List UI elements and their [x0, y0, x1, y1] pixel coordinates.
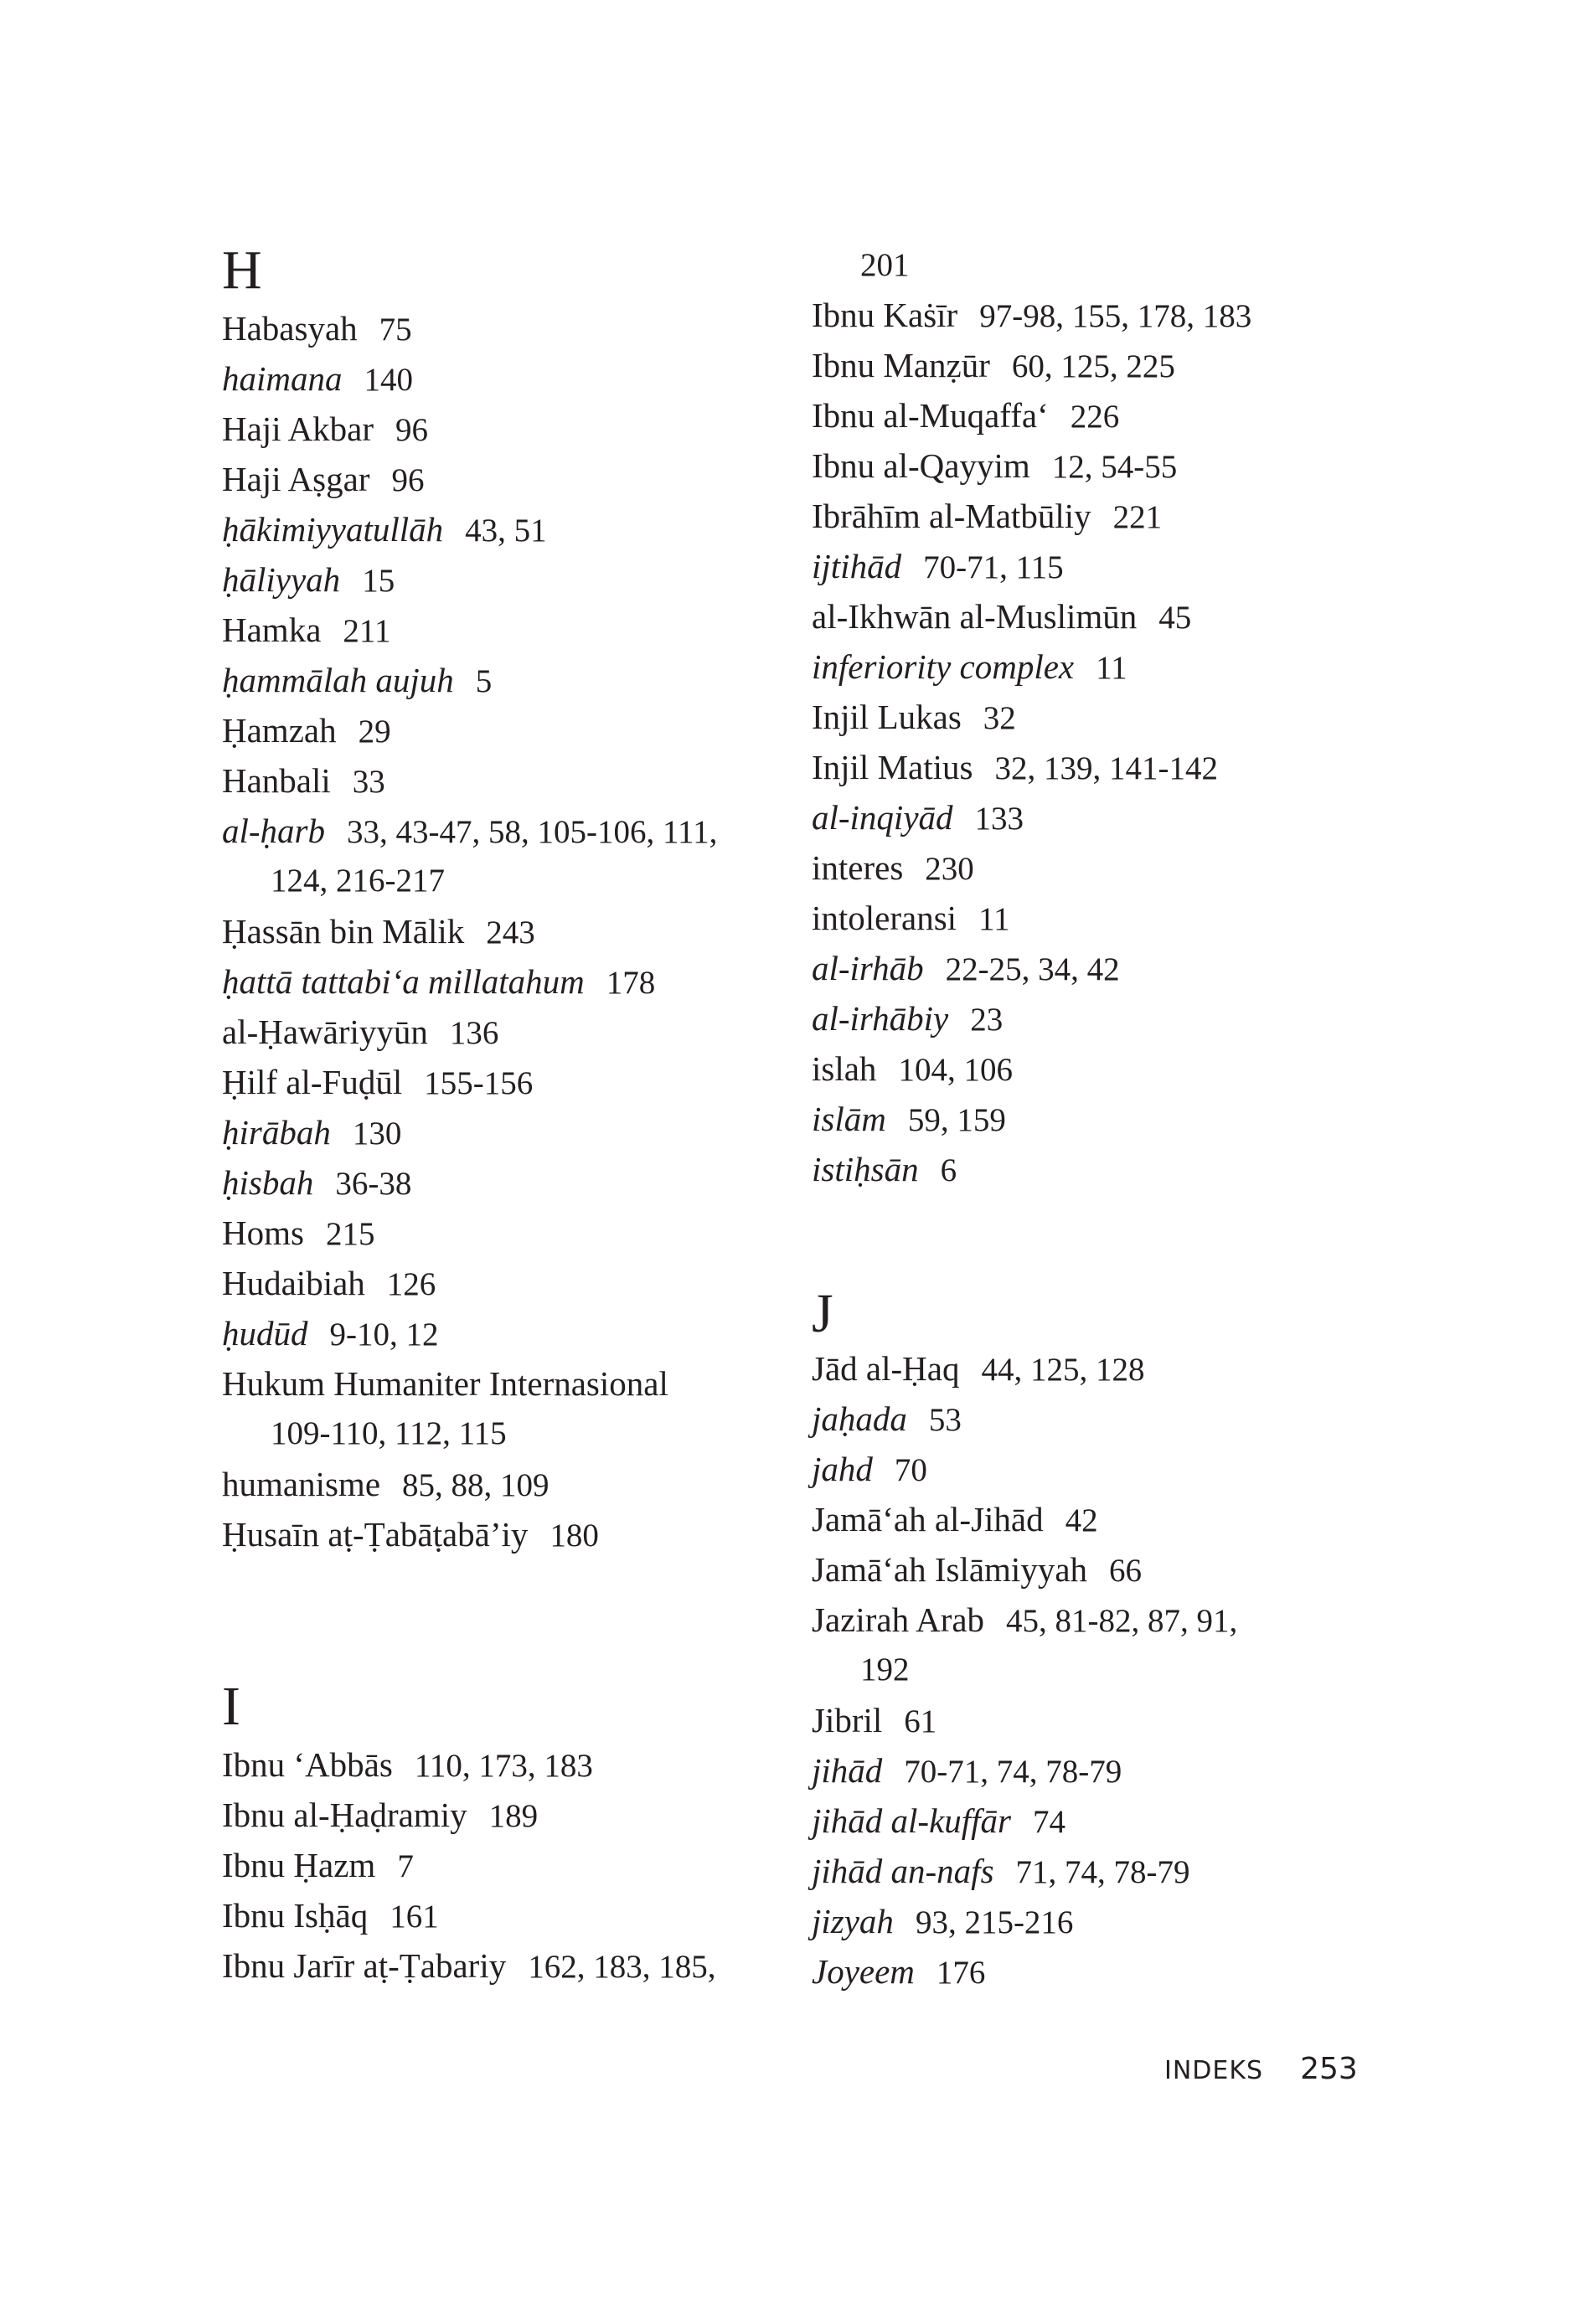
page-references: 11 — [978, 901, 1010, 937]
index-term: jihād an-nafs — [812, 1852, 994, 1890]
index-entry — [812, 591, 1191, 643]
page-references: 104, 106 — [898, 1052, 1013, 1088]
index-entry — [222, 1739, 593, 1791]
index-entry — [222, 353, 413, 405]
index-term: al-Ḥawāriyyūn — [222, 1013, 428, 1051]
index-entry — [812, 1343, 1144, 1395]
index-term: Ḥilf al-Fuḍūl — [222, 1063, 403, 1101]
index-entry — [812, 441, 1177, 492]
index-entry — [222, 806, 717, 858]
index-entry — [222, 1459, 549, 1511]
index-entry — [812, 1796, 1065, 1847]
index-term: haimana — [222, 359, 343, 398]
index-entry — [812, 993, 1003, 1045]
index-term: ḥākimiyyatullāh — [222, 510, 444, 549]
index-entry — [812, 1043, 1013, 1095]
index-term: jahd — [812, 1450, 873, 1488]
page-references: 6 — [940, 1152, 957, 1188]
index-entry — [812, 340, 1175, 392]
page-references: 176 — [936, 1955, 986, 1991]
index-term: inferiority complex — [812, 647, 1075, 686]
index-entry — [812, 1394, 962, 1445]
page-references: 11 — [1096, 650, 1127, 686]
index-term: Jazirah Arab — [812, 1600, 985, 1639]
index-term: Ibnu al-Qayyim — [812, 446, 1030, 485]
index-entry — [812, 1695, 936, 1747]
index-term: Ibrāhīm al-Matbūliy — [812, 497, 1091, 535]
letter-heading-h: H — [222, 240, 262, 301]
index-term: al-Ikhwān al-Muslimūn — [812, 597, 1138, 636]
index-term: ḥudūd — [222, 1314, 308, 1353]
page-references: 22-25, 34, 42 — [945, 951, 1120, 987]
index-entry — [812, 491, 1162, 543]
index-term: istiḥsān — [812, 1150, 919, 1188]
index-term: al-ḥarb — [222, 812, 325, 850]
page-footer — [1164, 2052, 1358, 2086]
page-references: 15 — [362, 563, 395, 599]
index-term: Ḥusaīn aṭ-Ṭabāṭabā’iy — [222, 1515, 529, 1554]
index-term: Ibnu Kaṡīr — [812, 296, 958, 334]
index-entry — [812, 843, 974, 894]
page-references: 12, 54-55 — [1051, 449, 1178, 485]
index-entry — [222, 303, 412, 355]
page-references: 178 — [606, 965, 656, 1001]
index-term: Jamā‘ah al-Jihād — [812, 1500, 1044, 1538]
index-term: al-irhāb — [812, 949, 924, 987]
page-references: 140 — [364, 362, 413, 398]
index-entry — [222, 1208, 374, 1260]
index-entry — [222, 906, 535, 958]
index-entry — [222, 705, 391, 757]
index-entry — [812, 943, 1120, 995]
index-entry — [812, 893, 1010, 945]
page-references: 45 — [1158, 600, 1192, 636]
index-term: ijtihād — [812, 547, 902, 585]
index-entry — [222, 1890, 439, 1942]
page-references: 215 — [325, 1216, 375, 1252]
index-entry — [222, 1840, 414, 1892]
continuation-line: 201 — [860, 247, 910, 283]
index-term: Ibnu Manẓūr — [812, 346, 990, 384]
page-references: 53 — [928, 1402, 962, 1438]
index-entry — [812, 390, 1119, 442]
page-references: 32, 139, 141-142 — [994, 750, 1218, 786]
page-references: 180 — [549, 1518, 599, 1554]
index-entry — [812, 1494, 1098, 1546]
index-term: jihād al-kuffār — [812, 1801, 1012, 1840]
page-references: 155-156 — [424, 1065, 534, 1101]
letter-heading-j: J — [812, 1283, 833, 1344]
page-references: 23 — [970, 1002, 1004, 1038]
index-entry — [812, 792, 1024, 844]
index-entry — [222, 755, 385, 807]
page-references: 60, 125, 225 — [1011, 348, 1175, 384]
page-references: 71, 74, 78-79 — [1015, 1854, 1190, 1890]
index-term: Haji Aṣgar — [222, 460, 370, 498]
index-entry — [812, 1595, 1237, 1646]
index-term: islah — [812, 1049, 877, 1088]
page-references: 33, 43-47, 58, 105-106, 111, — [347, 814, 718, 850]
index-term: Ibnu Jarīr aṭ-Ṭabariy — [222, 1946, 507, 1985]
index-entry — [222, 454, 425, 506]
page-references: 70-71, 74, 78-79 — [904, 1754, 1122, 1790]
page-references: 29 — [358, 714, 391, 750]
index-entry — [222, 655, 492, 707]
index-entry — [222, 504, 547, 556]
page-references: 75 — [379, 312, 412, 348]
index-entry — [222, 605, 390, 657]
index-term: ḥirābah — [222, 1113, 331, 1152]
page-references: 96 — [391, 462, 425, 498]
index-term: jizyah — [812, 1902, 894, 1940]
page-references: 7 — [397, 1848, 414, 1884]
page-references: 189 — [488, 1798, 539, 1834]
index-term: jihād — [812, 1751, 883, 1790]
index-entry — [812, 742, 1218, 794]
index-entry — [812, 290, 1251, 342]
index-term: Ibnu Ḥazm — [222, 1846, 376, 1884]
index-term: Hamka — [222, 611, 322, 649]
index-term: intoleransi — [812, 899, 957, 937]
index-term: al-inqiyād — [812, 798, 953, 837]
index-term: Hukum Humaniter Internasional — [222, 1364, 668, 1403]
index-term: ḥāliyyah — [222, 560, 341, 599]
page-references: 45, 81-82, 87, 91, — [1006, 1603, 1238, 1639]
page-number: 253 — [1300, 2052, 1358, 2086]
running-footer-label: INDEKS — [1164, 2056, 1264, 2085]
continuation-line: 109-110, 112, 115 — [271, 1415, 507, 1451]
page-references: 133 — [974, 801, 1024, 837]
index-entry — [222, 404, 428, 456]
index-term: ḥammālah aujuh — [222, 661, 454, 699]
page-references: 74 — [1033, 1804, 1066, 1840]
index-term: Joyeem — [812, 1952, 915, 1991]
index-entry — [222, 1057, 533, 1109]
index-entry — [222, 1509, 599, 1561]
index-entry — [222, 1258, 436, 1310]
page-references: 226 — [1070, 399, 1120, 435]
page-references: 59, 159 — [907, 1102, 1006, 1138]
index-term: Injil Matius — [812, 748, 973, 786]
page-references: 93, 215-216 — [915, 1904, 1074, 1940]
index-entry — [812, 1444, 927, 1496]
index-term: Injil Lukas — [812, 698, 962, 736]
page-references: 32 — [983, 700, 1016, 736]
page-references: 33 — [352, 764, 385, 800]
page-references: 5 — [475, 663, 493, 699]
page-references: 70-71, 115 — [923, 549, 1064, 585]
index-entry — [812, 1144, 957, 1196]
page-references: 230 — [925, 851, 974, 887]
index-entry — [812, 642, 1127, 693]
page-references: 61 — [904, 1703, 937, 1739]
index-entry — [812, 1896, 1073, 1948]
index-entry — [222, 554, 395, 606]
index-term: al-irhābiy — [812, 999, 949, 1038]
page-references: 43, 51 — [465, 513, 547, 549]
page-references: 136 — [449, 1015, 499, 1051]
index-term: Ḥamzah — [222, 711, 337, 750]
index-entry — [222, 1107, 401, 1159]
continuation-line: 124, 216-217 — [271, 863, 445, 899]
index-term: Ibnu ‘Abbās — [222, 1745, 393, 1784]
index-entry — [812, 1745, 1122, 1797]
continuation-line: 192 — [860, 1652, 910, 1688]
page-references: 44, 125, 128 — [981, 1352, 1145, 1388]
index-entry — [812, 1094, 1006, 1146]
index-term: Hudaibiah — [222, 1264, 365, 1302]
index-entry — [812, 1544, 1142, 1596]
index-entry — [222, 1007, 498, 1059]
index-term: Ibnu al-Ḥaḍramiy — [222, 1796, 467, 1834]
page-references: 36-38 — [335, 1166, 412, 1202]
index-term: Hanbali — [222, 761, 331, 800]
page-references: 243 — [486, 915, 535, 951]
page-references: 211 — [343, 613, 391, 649]
page-references: 42 — [1065, 1502, 1098, 1538]
letter-heading-i: I — [222, 1676, 240, 1737]
index-term: interes — [812, 848, 904, 887]
page-references: 70 — [894, 1452, 927, 1488]
index-term: Haji Akbar — [222, 410, 374, 448]
index-entry — [812, 1846, 1190, 1898]
index-term: Ḥassān bin Mālik — [222, 912, 465, 951]
index-entry — [812, 1946, 985, 1998]
index-term: humanisme — [222, 1465, 381, 1503]
index-entry — [812, 692, 1016, 744]
index-term: islām — [812, 1100, 886, 1138]
index-term: ḥisbah — [222, 1163, 314, 1202]
page-references: 97-98, 155, 178, 183 — [979, 298, 1252, 334]
index-term: Ibnu Isḥāq — [222, 1896, 369, 1935]
index-entry — [222, 1790, 538, 1842]
page-references: 96 — [395, 412, 429, 448]
page-references: 110, 173, 183 — [414, 1748, 593, 1784]
index-term: Jād al-Ḥaq — [812, 1349, 960, 1388]
page-references: 221 — [1112, 499, 1163, 535]
index-term: Jamā‘ah Islāmiyyah — [812, 1550, 1088, 1589]
index-entry — [222, 1940, 715, 1992]
index-entry — [222, 1308, 439, 1360]
index-term: Ibnu al-Muqaffa‘ — [812, 396, 1049, 435]
index-entry — [812, 541, 1064, 593]
page-references: 126 — [386, 1266, 436, 1302]
page-references: 161 — [390, 1899, 439, 1935]
index-entry — [222, 1157, 411, 1209]
page-references: 162, 183, 185, — [528, 1949, 716, 1985]
index-term: Habasyah — [222, 309, 358, 348]
index-term: Jibril — [812, 1701, 883, 1739]
index-entry — [222, 956, 655, 1008]
index-term: jaḥada — [812, 1399, 907, 1438]
index-entry — [222, 1358, 668, 1409]
page-references: 85, 88, 109 — [402, 1467, 549, 1503]
index-term: Homs — [222, 1214, 304, 1252]
index-term: ḥattā tattabi‘a millatahum — [222, 962, 585, 1001]
page-references: 9-10, 12 — [329, 1317, 439, 1353]
page-references: 66 — [1109, 1553, 1143, 1589]
page-references: 130 — [352, 1116, 402, 1152]
